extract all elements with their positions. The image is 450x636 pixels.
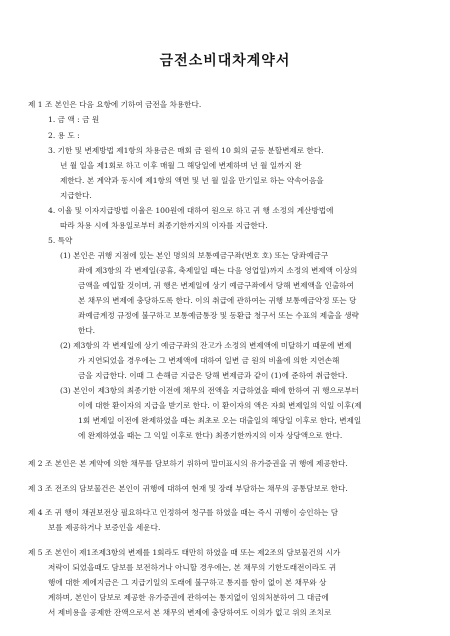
article-1-special-heading: 5. 특약 <box>48 236 73 245</box>
special-clause-3-line: 1회 변제일 이전에 완제하였을 때는 최초로 오는 대출일의 해당일 이후로 한다, 변제일 <box>78 416 362 425</box>
article-1-item-purpose: 2. 용 도 : <box>48 131 80 140</box>
special-clause-1-line: 좌에 제3항의 각 변제일(공휴, 축제일일 때는 다음 영업일)까지 소정의 변제액 이상의 <box>78 266 358 275</box>
article-4-line: 제 4 조 귀 행이 채권보전상 필요하다고 인정하여 청구를 하였을 때는 즉시 귀행이 승인하는 담 <box>28 508 339 517</box>
special-clause-1-line: 본 채무의 변제에 충당하도록 한다. 이의 취급에 관하여는 귀행 보통예금약정 또는 당 <box>78 296 357 305</box>
special-clause-2-line: (2) 제3항의 각 변제일에 상기 예금구좌의 잔고가 소정의 변제액에 미달하기 때문에 변제 <box>60 341 352 350</box>
special-clause-3-line: (3) 본인이 제3항의 최종기한 이전에 채무의 전액을 지급하였을 때에 한하여 귀 행으로부터 <box>60 386 359 395</box>
article-5-line: 제 5 조 본인이 제1조제3항의 변제를 1회라도 태만히 하였을 때 또는 제2조의 담보물건의 시가 <box>28 548 341 557</box>
article-5-line: 저락이 되었을때도 담보를 보전하거나 아니할 경우에는, 본 채무의 기한도래전이라도 귀 <box>48 563 337 572</box>
article-3: 제 3 조 전조의 담보물건은 본인이 귀행에 대하여 현재 및 장래 부담하는 채무의 공통담보로 한다. <box>28 484 348 493</box>
article-1-item3-line: 년 월 일을 제1회로 하고 이후 매월 그 해당일에 변제하며 년 월 일까지 완 <box>60 161 302 170</box>
article-1-item4-line: 따라 차용 시에 차용일로부터 최종기한까지의 이자를 지급한다. <box>60 221 268 230</box>
article-1-item4-line: 4. 이율 및 이자지급방법 이율은 100원에 대하여 원으로 하고 귀 행 소정의 계산방법에 <box>48 206 334 215</box>
article-5-line: 계하며, 본인이 담보로 제공한 유가증권에 관하여는 통지없이 임의처분하여 그 대금에 <box>48 593 329 602</box>
special-clause-2-line: 금을 지급한다. 이때 그 손해금 지급은 당해 변제금과 같이 (1)에 준하여 취급한다. <box>78 371 348 380</box>
article-2: 제 2 조 본인은 본 계약에 의한 채무를 담보하기 위하여 말미표시의 유가증권을 귀 행에 제공한다. <box>28 459 348 468</box>
special-clause-1-line: 금액을 예입할 것이며, 귀 행은 변제일에 상기 예금구좌에서 당해 변제액을 인출하여 <box>78 281 354 290</box>
special-clause-3-line: 에 완제하였을 때는 그 익일 이후로 한다) 최종기한까지의 이자 상당액으로 한다. <box>78 431 343 440</box>
article-1-item-amount: 1. 금 액 : 금 원 <box>48 115 100 124</box>
article-1-item3-line: 3. 기한 및 변제방법 제1항의 차용금은 매회 금 원씩 10 회의 균등 분할변제로 한다. <box>48 146 324 155</box>
document-title: 금전소비대차계약서 <box>159 53 291 69</box>
article-5-line: 행에 대한 제에지금은 그 지급기일의 도래에 불구하고 통지를 함이 없이 본 채무와 상 <box>48 578 327 587</box>
article-1-item3-line: 제한다. 본 계약과 동시에 제1항의 액면 및 년 월 일을 만기일로 하는 약속어음을 <box>60 176 324 185</box>
special-clause-1-line: 좌예금계정 규정에 불구하고 보통예금통장 및 동환급 청구서 또는 수표의 제출을 생략 <box>78 311 359 320</box>
article-1-intro: 제 1 조 본인은 다음 요항에 기하여 금전을 차용한다. <box>28 100 202 109</box>
article-5-line: 서 제비용을 공제한 잔액으로서 본 채무의 변제에 충당하여도 이의가 없고 위의 조치로 <box>48 608 332 617</box>
special-clause-3-line: 이에 대한 환이자의 지급을 받기로 한다. 이 환이자의 액은 자회 변제일의 익일 이후(제 <box>78 401 362 410</box>
special-clause-2-line: 가 지연되었을 경우에는 그 변제액에 대하여 일변 금 원의 비율에 의한 지연손해 <box>78 356 340 365</box>
special-clause-1-line: 한다. <box>78 326 96 335</box>
article-4-line: 보를 제공하거나 보증인을 세운다. <box>48 523 161 532</box>
special-clause-1-line: (1) 본인은 귀행 지점에 있는 본인 명의의 보통예금구좌(번호 호) 또는 당좌예금구 <box>60 251 329 260</box>
article-1-item3-line: 지급한다. <box>60 191 92 200</box>
